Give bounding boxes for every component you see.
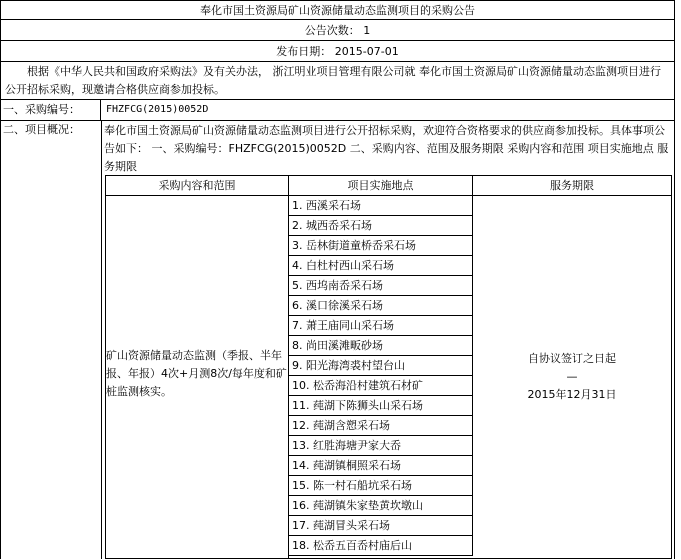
period-text xyxy=(473,350,671,404)
overview-label: 二、项目概况： xyxy=(1,121,102,559)
location-row: 10. 松岙海沿村建筑石材矿 xyxy=(289,376,473,396)
content-text: 矿山资源储量动态监测（季报、半年报、年报）4次+月测8次/每年度和矿桩监测核实。 xyxy=(106,349,287,398)
location-row: 13. 红胜海塘尹家大岙 xyxy=(289,436,473,456)
period-cell xyxy=(473,196,671,558)
location-row: 11. 莼湖下陈狮头山采石场 xyxy=(289,396,473,416)
announce-count: 公告次数： 1 xyxy=(1,20,674,41)
location-row: 9. 阳光海湾裘村望台山 xyxy=(289,356,473,376)
header-period: 服务期限 xyxy=(473,176,671,196)
procurement-no-value: FHZFCG(2015)0052D xyxy=(106,104,209,115)
location-row: 12. 莼湖含愬采石场 xyxy=(289,416,473,436)
location-row: 2. 城西岙采石场 xyxy=(289,216,473,236)
location-row: 4. 白杜村西山采石场 xyxy=(289,256,473,276)
content-cell xyxy=(106,196,289,558)
location-row: 16. 莼湖镇朱家垫黄坎墩山 xyxy=(289,496,473,516)
location-row: 14. 莼湖镇桐照采石场 xyxy=(289,456,473,476)
location-row: 7. 萧王庙同山采石场 xyxy=(289,316,473,336)
location-row: 1. 西溪采石场 xyxy=(289,196,473,216)
location-row: 3. 岳林街道童桥岙采石场 xyxy=(289,236,473,256)
header-location: 项目实施地点 xyxy=(289,176,473,196)
period-dash: — xyxy=(566,370,578,383)
overview-text: 奉化市国土资源局矿山资源储量动态监测项目进行公开招标采购，欢迎符合资格要求的供应商参加投标。具体事项公告如下： 一、采购编号：FHZFCG(2015)0052D 二、采购内容、范围及服务期限 采购内容和范围 项目实施地点 服务期限 xyxy=(104,124,669,173)
location-row: 8. 尚田溪滩畈砂场 xyxy=(289,336,473,356)
procurement-no-label: 一、采购编号： xyxy=(1,100,101,120)
period-end: 2015年12月31日 xyxy=(527,388,617,401)
location-row: 18. 松岙五百岙村庙后山 xyxy=(289,536,473,556)
page-title: 奉化市国土资源局矿山资源储量动态监测项目的采购公告 xyxy=(1,0,674,20)
location-row: 15. 陈一村石船坑采石场 xyxy=(289,476,473,496)
publish-date: 发布日期： 2015-07-01 xyxy=(1,41,674,62)
location-list xyxy=(289,196,473,560)
location-row: 17. 莼湖冒头采石场 xyxy=(289,516,473,536)
intro-paragraph: 根据《中华人民共和国政府采购法》及有关办法， 浙江明业项目管理有限公司就 奉化市国土资源局矿山资源储量动态监测项目进行 公开招标采购，现邀请合格供应商参加投标。 xyxy=(1,62,674,100)
location-row: 5. 西坞南岙采石场 xyxy=(289,276,473,296)
procurement-details-table xyxy=(105,175,672,559)
procurement-no-row xyxy=(1,100,674,121)
header-content: 采购内容和范围 xyxy=(106,176,289,196)
period-start: 自协议签订之日起 xyxy=(528,352,616,365)
location-row: 6. 溪口徐溪采石场 xyxy=(289,296,473,316)
